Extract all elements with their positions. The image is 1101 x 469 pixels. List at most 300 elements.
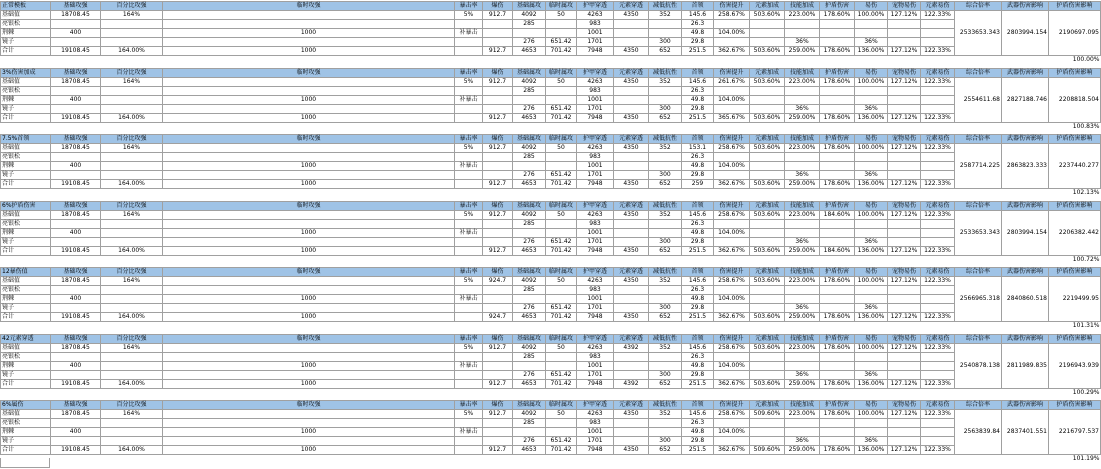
column-header[interactable]: 易伤 — [855, 135, 888, 144]
column-header[interactable]: 临时攻强 — [163, 2, 455, 11]
data-cell[interactable] — [101, 95, 163, 104]
data-cell[interactable]: 258.67% — [714, 210, 750, 219]
data-cell[interactable] — [101, 153, 163, 162]
data-cell[interactable] — [483, 228, 513, 237]
data-cell[interactable]: 924.7 — [483, 277, 513, 286]
column-header[interactable]: 百分比攻强 — [101, 201, 163, 210]
data-cell[interactable] — [455, 352, 483, 361]
ratio-percent[interactable]: 101.19% — [1072, 455, 1100, 462]
column-header[interactable]: 宠物易伤 — [888, 2, 921, 11]
column-header[interactable]: 临时攻强 — [163, 334, 455, 343]
result-cell[interactable]: 2219499.95 — [1049, 277, 1101, 322]
data-cell[interactable]: 7948 — [577, 313, 614, 322]
column-header[interactable]: 元素穿透 — [614, 201, 649, 210]
data-cell[interactable] — [714, 370, 750, 379]
data-cell[interactable]: 1000 — [163, 162, 455, 171]
data-cell[interactable] — [163, 20, 455, 29]
data-cell[interactable]: 4092 — [513, 77, 546, 86]
data-cell[interactable]: 补暴击 — [455, 162, 483, 171]
data-cell[interactable]: 补暴击 — [455, 361, 483, 370]
data-cell[interactable]: 136.00% — [855, 379, 888, 388]
data-cell[interactable]: 164.00% — [101, 313, 163, 322]
data-cell[interactable]: 122.33% — [921, 410, 955, 419]
data-cell[interactable]: 983 — [577, 153, 614, 162]
data-cell[interactable]: 912.7 — [483, 210, 513, 219]
column-header[interactable]: 伤害提升 — [714, 68, 750, 77]
data-cell[interactable] — [855, 219, 888, 228]
data-cell[interactable] — [820, 419, 855, 428]
data-cell[interactable]: 164% — [101, 210, 163, 219]
data-cell[interactable]: 19108.45 — [51, 446, 101, 455]
data-cell[interactable]: 100.00% — [855, 77, 888, 86]
data-cell[interactable] — [649, 219, 682, 228]
data-cell[interactable]: 136.00% — [855, 313, 888, 322]
data-cell[interactable]: 258.67% — [714, 144, 750, 153]
data-cell[interactable] — [820, 38, 855, 47]
data-cell[interactable] — [483, 352, 513, 361]
data-cell[interactable] — [51, 304, 101, 313]
data-cell[interactable] — [921, 370, 955, 379]
data-cell[interactable] — [921, 95, 955, 104]
data-cell[interactable]: 164.00% — [101, 47, 163, 56]
data-cell[interactable] — [921, 153, 955, 162]
result-cell[interactable]: 2533653.343 — [955, 11, 1002, 56]
column-header[interactable]: 宠物易伤 — [888, 268, 921, 277]
data-cell[interactable]: 127.12% — [888, 379, 921, 388]
data-cell[interactable] — [513, 361, 546, 370]
data-cell[interactable]: 127.12% — [888, 11, 921, 20]
data-cell[interactable] — [614, 286, 649, 295]
data-cell[interactable]: 4092 — [513, 277, 546, 286]
data-cell[interactable] — [820, 286, 855, 295]
column-header[interactable]: 伤害提升 — [714, 135, 750, 144]
data-cell[interactable]: 122.33% — [921, 277, 955, 286]
data-cell[interactable] — [649, 419, 682, 428]
column-header[interactable]: 伤害提升 — [714, 201, 750, 210]
ratio-percent[interactable]: 102.13% — [1072, 189, 1100, 196]
data-cell[interactable]: 4392 — [614, 343, 649, 352]
result-cell[interactable]: 2216797.537 — [1049, 410, 1101, 455]
column-header[interactable]: 爆伤 — [483, 334, 513, 343]
data-cell[interactable]: 29.8 — [682, 437, 714, 446]
data-cell[interactable]: 5% — [455, 277, 483, 286]
data-cell[interactable] — [714, 20, 750, 29]
data-cell[interactable]: 26.3 — [682, 20, 714, 29]
data-cell[interactable]: 36% — [855, 304, 888, 313]
data-cell[interactable]: 122.33% — [921, 144, 955, 153]
data-cell[interactable] — [820, 20, 855, 29]
column-header[interactable]: 护甲穿透 — [577, 201, 614, 210]
section-title[interactable]: 6%护盾伤害 — [1, 201, 51, 210]
data-cell[interactable]: 4350 — [614, 144, 649, 153]
data-cell[interactable] — [855, 228, 888, 237]
data-cell[interactable] — [820, 437, 855, 446]
data-cell[interactable]: 652 — [649, 246, 682, 255]
data-cell[interactable] — [649, 361, 682, 370]
data-cell[interactable] — [614, 419, 649, 428]
data-cell[interactable] — [513, 428, 546, 437]
data-cell[interactable]: 912.7 — [483, 246, 513, 255]
data-cell[interactable] — [888, 162, 921, 171]
data-cell[interactable] — [785, 162, 820, 171]
data-cell[interactable]: 652 — [649, 47, 682, 56]
data-cell[interactable] — [455, 171, 483, 180]
data-cell[interactable] — [820, 237, 855, 246]
data-cell[interactable]: 912.7 — [483, 113, 513, 122]
data-cell[interactable] — [163, 171, 455, 180]
data-cell[interactable] — [455, 153, 483, 162]
data-cell[interactable]: 4350 — [614, 47, 649, 56]
data-cell[interactable]: 122.33% — [921, 47, 955, 56]
ratio-percent[interactable]: 100.83% — [1072, 122, 1100, 130]
column-header[interactable]: 伤害提升 — [714, 268, 750, 277]
data-cell[interactable] — [888, 29, 921, 38]
data-cell[interactable] — [455, 313, 483, 322]
data-cell[interactable]: 4263 — [577, 210, 614, 219]
column-header[interactable]: 暴击率 — [455, 401, 483, 410]
data-cell[interactable]: 4653 — [513, 446, 546, 455]
data-cell[interactable] — [750, 20, 785, 29]
row-label[interactable]: 亮银松 — [1, 352, 51, 361]
data-cell[interactable] — [455, 304, 483, 313]
data-cell[interactable] — [649, 228, 682, 237]
data-cell[interactable]: 26.3 — [682, 153, 714, 162]
column-header[interactable]: 元素易伤 — [921, 135, 955, 144]
column-header[interactable]: 伤害提升 — [714, 334, 750, 343]
data-cell[interactable]: 145.6 — [682, 11, 714, 20]
data-cell[interactable]: 122.33% — [921, 77, 955, 86]
data-cell[interactable]: 49.8 — [682, 29, 714, 38]
result-cell[interactable]: 2840860.518 — [1002, 277, 1049, 322]
data-cell[interactable]: 4092 — [513, 343, 546, 352]
data-cell[interactable] — [163, 86, 455, 95]
column-header[interactable]: 护盾伤害影响 — [1049, 401, 1101, 410]
data-cell[interactable]: 400 — [51, 29, 101, 38]
data-cell[interactable]: 1701 — [577, 304, 614, 313]
column-header[interactable]: 宠物易伤 — [888, 334, 921, 343]
data-cell[interactable] — [921, 228, 955, 237]
row-label[interactable]: 镜子 — [1, 237, 51, 246]
column-header[interactable]: 技能加成 — [785, 334, 820, 343]
result-cell[interactable]: 2237440.277 — [1049, 144, 1101, 189]
data-cell[interactable] — [750, 95, 785, 104]
data-cell[interactable]: 164.00% — [101, 180, 163, 189]
data-cell[interactable] — [455, 104, 483, 113]
data-cell[interactable]: 19108.45 — [51, 313, 101, 322]
column-header[interactable]: 元素加成 — [750, 2, 785, 11]
data-cell[interactable]: 164% — [101, 77, 163, 86]
data-cell[interactable]: 127.12% — [888, 210, 921, 219]
column-header[interactable]: 护盾伤害影响 — [1049, 68, 1101, 77]
data-cell[interactable] — [714, 219, 750, 228]
data-cell[interactable] — [101, 228, 163, 237]
data-cell[interactable]: 223.00% — [785, 277, 820, 286]
data-cell[interactable]: 651.42 — [546, 38, 577, 47]
column-header[interactable]: 临时攻强 — [163, 135, 455, 144]
data-cell[interactable] — [649, 20, 682, 29]
data-cell[interactable]: 258.67% — [714, 11, 750, 20]
data-cell[interactable]: 50 — [546, 11, 577, 20]
column-header[interactable]: 临时属攻 — [546, 268, 577, 277]
column-header[interactable]: 基础属攻 — [513, 68, 546, 77]
data-cell[interactable]: 18708.45 — [51, 277, 101, 286]
column-header[interactable]: 爆伤 — [483, 135, 513, 144]
data-cell[interactable] — [614, 370, 649, 379]
data-cell[interactable] — [51, 38, 101, 47]
data-cell[interactable] — [614, 162, 649, 171]
data-cell[interactable]: 127.12% — [888, 246, 921, 255]
data-cell[interactable] — [163, 77, 455, 86]
column-header[interactable]: 基础属攻 — [513, 401, 546, 410]
column-header[interactable]: 武器伤害影响 — [1002, 268, 1049, 277]
data-cell[interactable] — [546, 86, 577, 95]
data-cell[interactable] — [855, 352, 888, 361]
column-header[interactable]: 临时属攻 — [546, 68, 577, 77]
data-cell[interactable] — [483, 29, 513, 38]
data-cell[interactable] — [614, 304, 649, 313]
result-cell[interactable]: 2563839.84 — [955, 410, 1002, 455]
column-header[interactable]: 易伤 — [855, 334, 888, 343]
row-label[interactable]: 镜子 — [1, 304, 51, 313]
data-cell[interactable]: 104.00% — [714, 162, 750, 171]
data-cell[interactable] — [513, 162, 546, 171]
data-cell[interactable] — [855, 286, 888, 295]
data-cell[interactable] — [750, 352, 785, 361]
row-label[interactable]: 基础值 — [1, 77, 51, 86]
data-cell[interactable] — [513, 29, 546, 38]
data-cell[interactable]: 18708.45 — [51, 210, 101, 219]
data-cell[interactable] — [649, 153, 682, 162]
data-cell[interactable] — [614, 86, 649, 95]
column-header[interactable]: 基础属攻 — [513, 135, 546, 144]
data-cell[interactable]: 104.00% — [714, 295, 750, 304]
result-cell[interactable]: 2827188.746 — [1002, 77, 1049, 122]
data-cell[interactable] — [888, 437, 921, 446]
data-cell[interactable]: 164% — [101, 11, 163, 20]
data-cell[interactable]: 652 — [649, 379, 682, 388]
column-header[interactable]: 首领 — [682, 2, 714, 11]
column-header[interactable]: 护甲穿透 — [577, 334, 614, 343]
ratio-percent[interactable]: 101.31% — [1072, 322, 1100, 329]
data-cell[interactable]: 223.00% — [785, 343, 820, 352]
data-cell[interactable]: 19108.45 — [51, 180, 101, 189]
column-header[interactable]: 宠物易伤 — [888, 201, 921, 210]
result-cell[interactable]: 2196943.939 — [1049, 343, 1101, 388]
data-cell[interactable] — [546, 295, 577, 304]
data-cell[interactable] — [921, 304, 955, 313]
data-cell[interactable]: 4653 — [513, 246, 546, 255]
data-cell[interactable]: 652 — [649, 113, 682, 122]
data-cell[interactable] — [785, 95, 820, 104]
data-cell[interactable]: 300 — [649, 237, 682, 246]
data-cell[interactable]: 29.8 — [682, 38, 714, 47]
column-header[interactable]: 易伤 — [855, 2, 888, 11]
section-title[interactable]: 6%属伤 — [1, 401, 51, 410]
data-cell[interactable] — [888, 219, 921, 228]
data-cell[interactable] — [921, 162, 955, 171]
data-cell[interactable]: 50 — [546, 343, 577, 352]
data-cell[interactable]: 352 — [649, 277, 682, 286]
data-cell[interactable]: 4350 — [614, 277, 649, 286]
data-cell[interactable] — [101, 237, 163, 246]
row-label[interactable]: 荆棘 — [1, 29, 51, 38]
data-cell[interactable]: 362.67% — [714, 379, 750, 388]
data-cell[interactable]: 285 — [513, 352, 546, 361]
data-cell[interactable]: 1001 — [577, 162, 614, 171]
data-cell[interactable] — [855, 20, 888, 29]
data-cell[interactable] — [51, 219, 101, 228]
column-header[interactable]: 百分比攻强 — [101, 401, 163, 410]
data-cell[interactable] — [483, 38, 513, 47]
data-cell[interactable]: 1000 — [163, 95, 455, 104]
data-cell[interactable] — [921, 361, 955, 370]
data-cell[interactable]: 503.60% — [750, 379, 785, 388]
data-cell[interactable] — [785, 428, 820, 437]
data-cell[interactable] — [855, 153, 888, 162]
data-cell[interactable] — [483, 237, 513, 246]
data-cell[interactable] — [51, 86, 101, 95]
data-cell[interactable] — [51, 286, 101, 295]
data-cell[interactable]: 145.6 — [682, 210, 714, 219]
data-cell[interactable] — [888, 228, 921, 237]
data-cell[interactable]: 285 — [513, 286, 546, 295]
data-cell[interactable]: 18708.45 — [51, 410, 101, 419]
data-cell[interactable]: 5% — [455, 210, 483, 219]
column-header[interactable]: 首领 — [682, 68, 714, 77]
data-cell[interactable]: 127.12% — [888, 343, 921, 352]
column-header[interactable]: 暴击率 — [455, 334, 483, 343]
data-cell[interactable]: 300 — [649, 104, 682, 113]
data-cell[interactable]: 4653 — [513, 47, 546, 56]
data-cell[interactable]: 104.00% — [714, 428, 750, 437]
column-header[interactable]: 减低抗性 — [649, 268, 682, 277]
data-cell[interactable] — [921, 286, 955, 295]
data-cell[interactable]: 153.1 — [682, 144, 714, 153]
data-cell[interactable]: 136.00% — [855, 180, 888, 189]
data-cell[interactable]: 276 — [513, 437, 546, 446]
column-header[interactable]: 减低抗性 — [649, 401, 682, 410]
data-cell[interactable] — [483, 419, 513, 428]
column-header[interactable]: 爆伤 — [483, 401, 513, 410]
column-header[interactable]: 武器伤害影响 — [1002, 68, 1049, 77]
data-cell[interactable]: 164% — [101, 277, 163, 286]
data-cell[interactable] — [820, 153, 855, 162]
data-cell[interactable]: 7948 — [577, 446, 614, 455]
column-header[interactable]: 百分比攻强 — [101, 135, 163, 144]
data-cell[interactable]: 223.00% — [785, 210, 820, 219]
data-cell[interactable]: 258.67% — [714, 343, 750, 352]
data-cell[interactable] — [785, 29, 820, 38]
data-cell[interactable] — [614, 352, 649, 361]
data-cell[interactable]: 4653 — [513, 313, 546, 322]
data-cell[interactable] — [483, 86, 513, 95]
data-cell[interactable]: 223.00% — [785, 410, 820, 419]
data-cell[interactable]: 362.67% — [714, 47, 750, 56]
data-cell[interactable]: 701.42 — [546, 47, 577, 56]
data-cell[interactable] — [163, 219, 455, 228]
data-cell[interactable]: 26.3 — [682, 419, 714, 428]
data-cell[interactable] — [820, 95, 855, 104]
row-label[interactable]: 荆棘 — [1, 162, 51, 171]
data-cell[interactable]: 912.7 — [483, 11, 513, 20]
data-cell[interactable] — [855, 419, 888, 428]
data-cell[interactable] — [785, 361, 820, 370]
data-cell[interactable] — [51, 437, 101, 446]
data-cell[interactable]: 4350 — [614, 446, 649, 455]
column-header[interactable]: 临时攻强 — [163, 401, 455, 410]
result-cell[interactable]: 2554611.68 — [955, 77, 1002, 122]
column-header[interactable]: 易伤 — [855, 68, 888, 77]
column-header[interactable]: 护盾伤害 — [820, 2, 855, 11]
data-cell[interactable] — [546, 428, 577, 437]
data-cell[interactable] — [101, 352, 163, 361]
column-header[interactable]: 元素穿透 — [614, 334, 649, 343]
data-cell[interactable] — [750, 295, 785, 304]
data-cell[interactable] — [614, 153, 649, 162]
data-cell[interactable]: 5% — [455, 343, 483, 352]
data-cell[interactable]: 701.42 — [546, 313, 577, 322]
data-cell[interactable] — [483, 153, 513, 162]
data-cell[interactable]: 503.60% — [750, 313, 785, 322]
data-cell[interactable] — [820, 86, 855, 95]
data-cell[interactable]: 19108.45 — [51, 47, 101, 56]
data-cell[interactable]: 36% — [855, 171, 888, 180]
data-cell[interactable]: 18708.45 — [51, 144, 101, 153]
data-cell[interactable] — [888, 38, 921, 47]
data-cell[interactable]: 259.00% — [785, 379, 820, 388]
row-label[interactable]: 合计 — [1, 246, 51, 255]
row-label[interactable]: 亮银松 — [1, 219, 51, 228]
data-cell[interactable] — [750, 361, 785, 370]
row-label[interactable]: 荆棘 — [1, 428, 51, 437]
data-cell[interactable]: 178.60% — [820, 313, 855, 322]
column-header[interactable]: 减低抗性 — [649, 2, 682, 11]
data-cell[interactable]: 7948 — [577, 379, 614, 388]
column-header[interactable]: 护甲穿透 — [577, 401, 614, 410]
column-header[interactable]: 基础属攻 — [513, 2, 546, 11]
data-cell[interactable] — [101, 219, 163, 228]
data-cell[interactable] — [820, 361, 855, 370]
data-cell[interactable]: 1001 — [577, 428, 614, 437]
data-cell[interactable]: 4263 — [577, 144, 614, 153]
data-cell[interactable]: 127.12% — [888, 77, 921, 86]
data-cell[interactable] — [750, 304, 785, 313]
data-cell[interactable] — [820, 162, 855, 171]
data-cell[interactable] — [714, 153, 750, 162]
data-cell[interactable]: 19108.45 — [51, 379, 101, 388]
data-cell[interactable]: 251.5 — [682, 446, 714, 455]
data-cell[interactable] — [820, 104, 855, 113]
data-cell[interactable] — [455, 86, 483, 95]
data-cell[interactable]: 100.00% — [855, 144, 888, 153]
data-cell[interactable] — [888, 352, 921, 361]
column-header[interactable]: 临时攻强 — [163, 68, 455, 77]
column-header[interactable]: 综合倍率 — [955, 268, 1002, 277]
result-cell[interactable]: 2803994.154 — [1002, 11, 1049, 56]
section-title[interactable]: 42元素穿透 — [1, 334, 51, 343]
data-cell[interactable] — [163, 38, 455, 47]
data-cell[interactable]: 164.00% — [101, 446, 163, 455]
column-header[interactable]: 技能加成 — [785, 268, 820, 277]
data-cell[interactable]: 259 — [682, 180, 714, 189]
column-header[interactable]: 护盾伤害 — [820, 268, 855, 277]
data-cell[interactable]: 276 — [513, 171, 546, 180]
data-cell[interactable]: 651.42 — [546, 237, 577, 246]
data-cell[interactable]: 49.8 — [682, 428, 714, 437]
row-label[interactable]: 荆棘 — [1, 228, 51, 237]
data-cell[interactable] — [714, 286, 750, 295]
data-cell[interactable]: 983 — [577, 86, 614, 95]
